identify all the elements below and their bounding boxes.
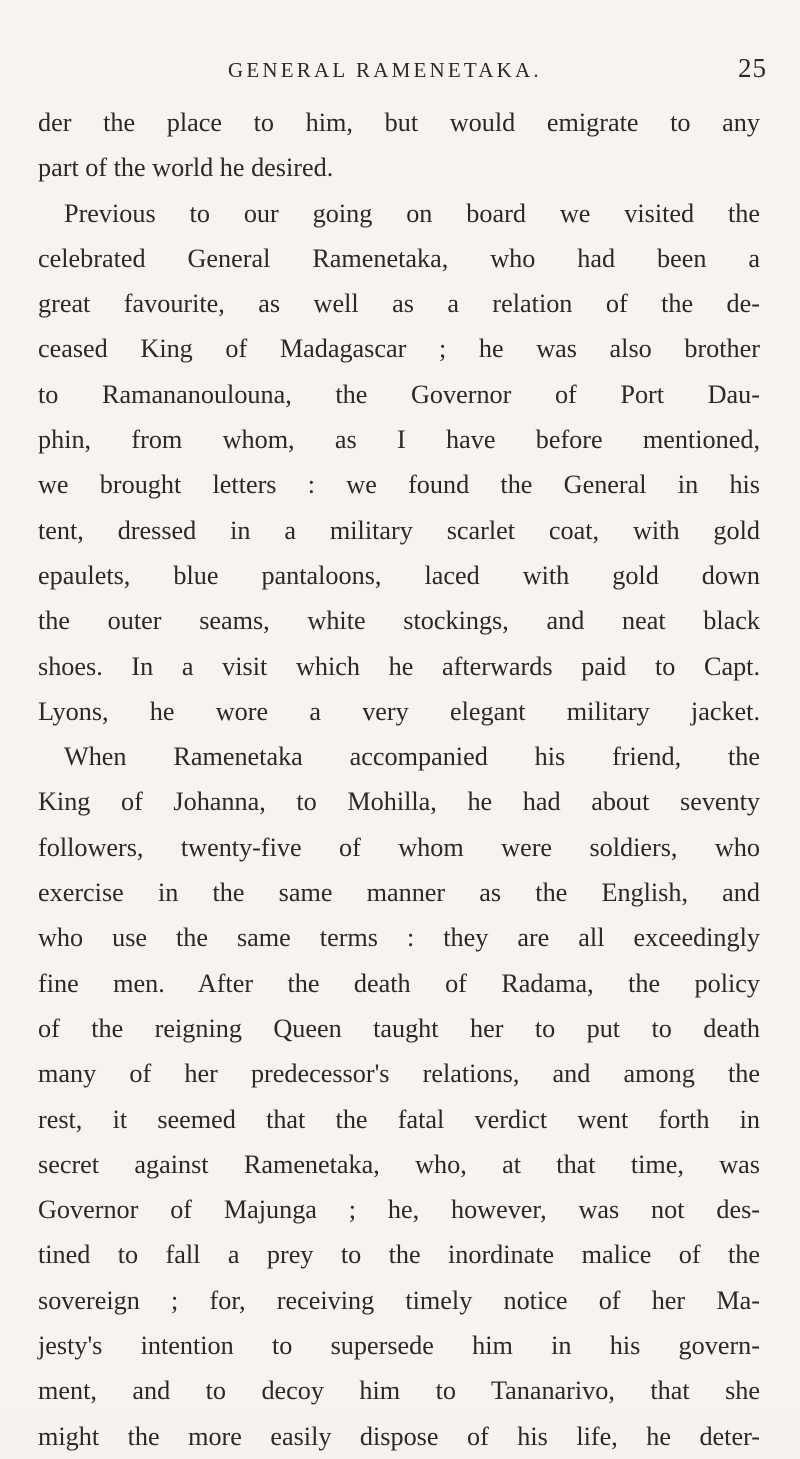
text-line: shoes. In a visit which he afterwards paid to Capt. — [38, 651, 760, 681]
text-line: of the reigning Queen taught her to put to death — [38, 1013, 760, 1043]
text-line: ceased King of Madagascar ; he was also brother — [38, 334, 760, 364]
text-line: rest, it seemed that the fatal verdict went forth in — [38, 1104, 760, 1134]
text-line: fine men. After the death of Radama, the policy — [38, 968, 760, 998]
text-line: exercise in the same manner as the English, and — [38, 878, 760, 908]
text-line: phin, from whom, as I have before mentioned, — [38, 425, 760, 455]
text-line: might the more easily dispose of his life, he deter- — [38, 1421, 760, 1451]
running-head — [0, 53, 800, 88]
text-line: great favourite, as well as a relation of the de- — [38, 289, 760, 319]
text-line: the outer seams, white stockings, and neat black — [38, 606, 760, 636]
text-line: Lyons, he wore a very elegant military jacket. — [38, 696, 760, 726]
text-line: jesty's intention to supersede him in his govern- — [38, 1331, 760, 1361]
text-line: who use the same terms : they are all exceedingly — [38, 923, 760, 953]
text-line: part of the world he desired. — [38, 153, 334, 183]
text-line: many of her predecessor's relations, and among the — [38, 1059, 760, 1089]
text-line: Governor of Majunga ; he, however, was not des- — [38, 1195, 760, 1225]
text-line: followers, twenty-five of whom were soldiers, who — [38, 832, 760, 862]
body-text — [38, 100, 760, 1459]
text-line: tent, dressed in a military scarlet coat, with gold — [38, 515, 760, 545]
text-line: der the place to him, but would emigrate to any — [38, 108, 760, 137]
text-line: ment, and to decoy him to Tananarivo, that she — [38, 1376, 760, 1406]
text-line: we brought letters : we found the General in his — [38, 470, 760, 500]
text-line: King of Johanna, to Mohilla, he had about seventy — [38, 787, 760, 817]
running-title: GENERAL RAMENETAKA. — [228, 58, 542, 82]
text-line: tined to fall a prey to the inordinate malice of the — [38, 1240, 760, 1270]
text-line: When Ramenetaka accompanied his friend, the — [64, 742, 760, 772]
page-number: 25 — [738, 53, 767, 83]
text-line: celebrated General Ramenetaka, who had been a — [38, 243, 760, 273]
text-line: to Ramananoulouna, the Governor of Port Dau- — [38, 379, 760, 409]
text-line: epaulets, blue pantaloons, laced with gold down — [38, 560, 760, 590]
text-line: sovereign ; for, receiving timely notice of her Ma- — [38, 1285, 760, 1315]
text-line: Previous to our going on board we visited the — [64, 198, 760, 228]
text-line: secret against Ramenetaka, who, at that time, was — [38, 1149, 760, 1179]
